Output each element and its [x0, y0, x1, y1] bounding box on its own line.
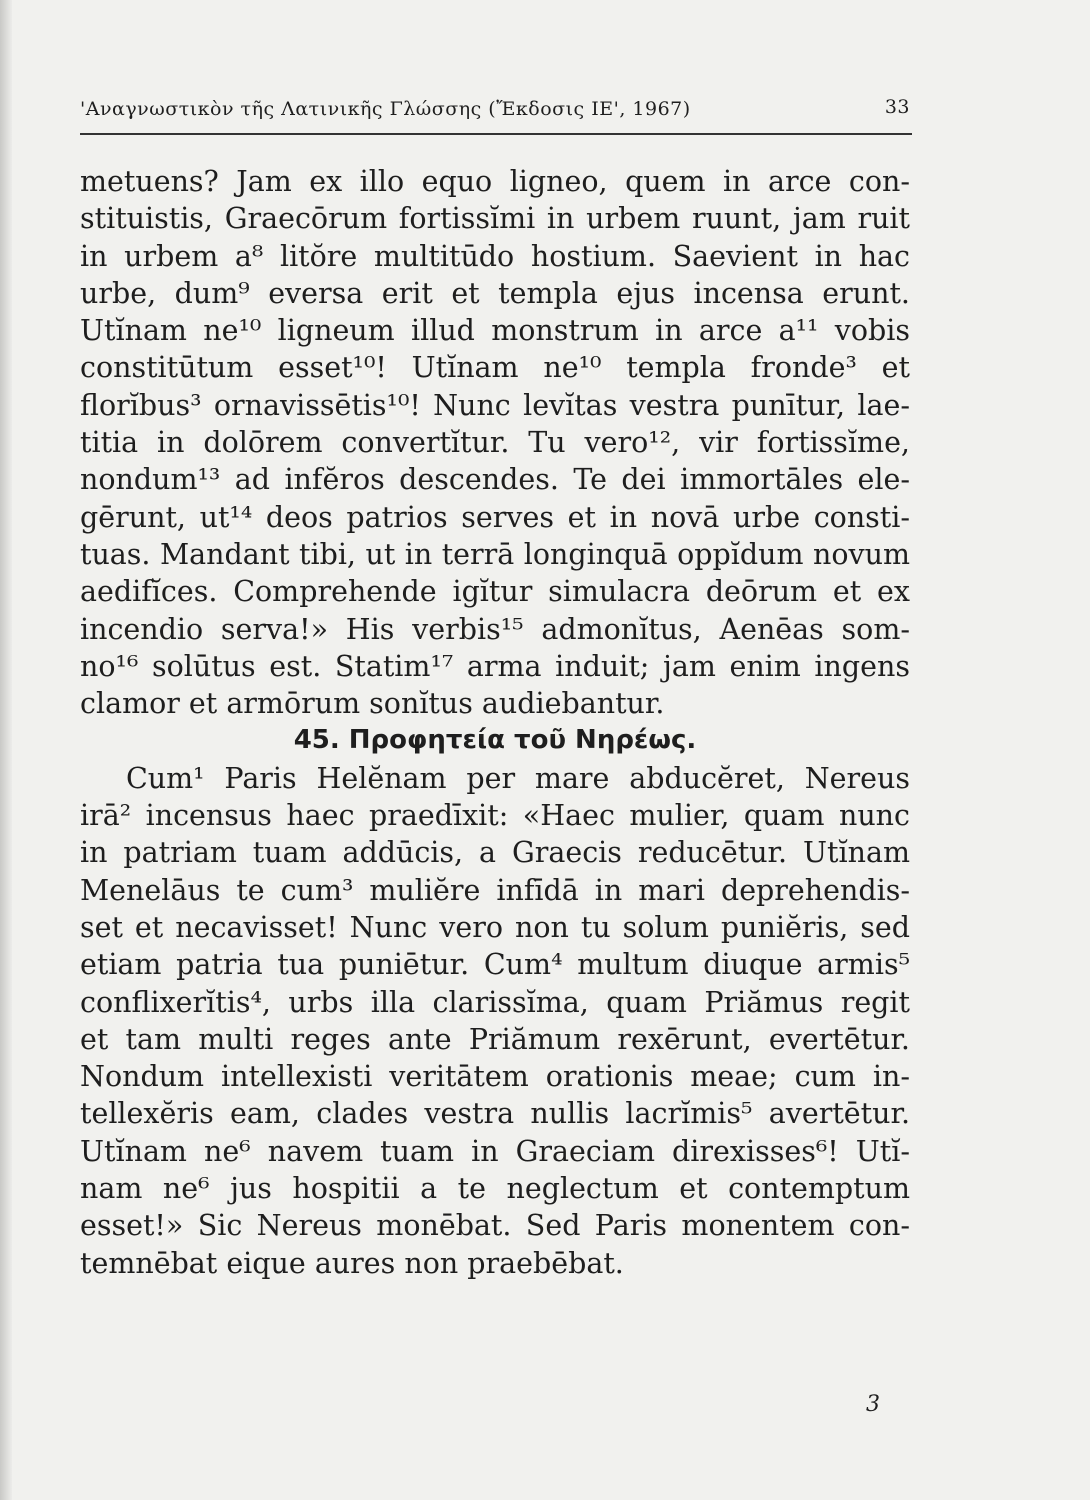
text-line: Cum¹ Paris Helĕnam per mare abducĕret, Nereus	[126, 761, 910, 795]
header-rule	[80, 133, 912, 135]
text-line: Menelāus te cum³ muliĕre infīdā in mari deprehendis-	[80, 873, 910, 907]
text-line: nondum¹³ ad infĕros descendes. Te dei immortāles ele-	[80, 463, 910, 497]
signature-mark: 3	[866, 1392, 880, 1417]
text-line: etiam patria tua puniētur. Cum⁴ multum diuque armis⁵	[80, 948, 910, 982]
body-text	[80, 163, 910, 1282]
text-line: titia in dolōrem convertĭtur. Tu vero¹², vir fortissĭme,	[80, 426, 910, 460]
text-line: tuas. Mandant tibi, ut in terrā longinquā oppĭdum novum	[80, 537, 910, 571]
text-line: tellexĕris eam, clades vestra nullis lacrĭmis⁵ avertētur.	[80, 1097, 910, 1131]
text-line: in urbem a⁸ litŏre multitūdo hostium. Saevient in hac	[80, 239, 910, 273]
text-line: Nondum intellexisti veritātem orationis meae; cum in-	[80, 1060, 910, 1094]
text-line: stituistis, Graecōrum fortissĭmi in urbem ruunt, jam ruit	[80, 202, 910, 236]
text-line: Utĭnam ne⁶ navem tuam in Graeciam direxisses⁶! Utĭ-	[80, 1134, 910, 1168]
text-line: constitūtum esset¹⁰! Utĭnam ne¹⁰ templa fronde³ et	[80, 351, 910, 385]
text-line: metuens? Jam ex illo equo ligneo, quem in arce con-	[80, 165, 910, 198]
text-line: set et necavisset! Nunc vero non tu solum puniĕris, sed	[80, 910, 910, 944]
text-line: aedifĭces. Comprehende igĭtur simulacra deōrum et ex	[80, 575, 910, 609]
text-line: et tam multi reges ante Priămum rexērunt, evertētur.	[80, 1022, 910, 1056]
text-line: conflixerĭtis⁴, urbs illa clarissĭma, quam Priămus regit	[80, 985, 910, 1019]
section-heading: 45. Προφητεία τοῦ Νηρέως.	[293, 725, 697, 756]
text-line: incendio serva!» His verbis¹⁵ admonĭtus, Aenēas som-	[80, 612, 910, 646]
running-title: 'Αναγνωστικὸν τῆς Λατινικῆς Γλώσσης (Ἔκδοσις ΙΕ', 1967)	[80, 98, 691, 120]
page-header	[80, 96, 910, 126]
text-line: urbe, dum⁹ eversa erit et templa ejus incensa erunt.	[80, 276, 910, 310]
text-line: in patriam tuam addūcis, a Graecis reducētur. Utĭnam	[80, 836, 910, 870]
page-binding-edge	[0, 0, 12, 1500]
text-line: florĭbus³ ornavissētis¹⁰! Nunc levĭtas vestra punītur, lae-	[80, 388, 910, 422]
text-line: no¹⁶ solūtus est. Statim¹⁷ arma induit; jam enim ingens	[80, 649, 910, 683]
text-line: clamor et armōrum sonĭtus audiebantur.	[80, 687, 665, 721]
text-line: nam ne⁶ jus hospitii a te neglectum et contemptum	[80, 1172, 910, 1206]
text-line: irā² incensus haec praedīxit: «Haec mulier, quam nunc	[80, 799, 910, 833]
text-line: temnēbat eique aures non praebēbat.	[80, 1246, 624, 1280]
text-line: Utĭnam ne¹⁰ ligneum illud monstrum in arce a¹¹ vobis	[80, 314, 910, 348]
page-number: 33	[884, 96, 910, 118]
text-line: esset!» Sic Nereus monēbat. Sed Paris monentem con-	[80, 1209, 910, 1243]
text-line: gērunt, ut¹⁴ deos patrios serves et in novā urbe consti-	[80, 500, 910, 534]
